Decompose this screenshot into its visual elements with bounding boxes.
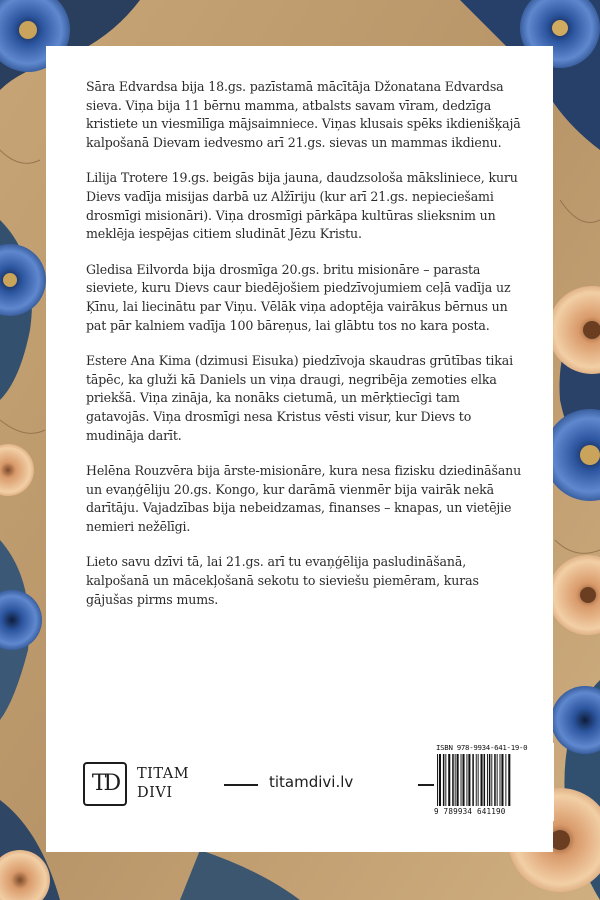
barcode-bar bbox=[505, 754, 506, 806]
barcode-bar bbox=[445, 754, 446, 806]
barcode-bar bbox=[457, 754, 459, 806]
publisher-name-line1: TITAM bbox=[137, 766, 190, 782]
barcode-bar bbox=[443, 754, 445, 806]
publisher-name-line2: DIVI bbox=[137, 785, 173, 801]
barcode-bars bbox=[436, 754, 552, 806]
paragraph-closing: Lieto savu dzīvi tā, lai 21.gs. arī tu evaņģēlija pasludināšanā, kalpošanā un mācekļošanā sekotu to sieviešu piemēram, kuras gājušas pirms mums. bbox=[86, 554, 479, 607]
paragraph-helena: Helēna Rouzvēra bija ārste-misionāre, kura nesa fizisku dziedināšanu un evaņģēliju 20.gs. Kongo, kur darāmā vienmēr bija vairāk nekā darītāju. Vajadzības bija nebeidzamas, finanses – knapas, un vietējie nemieri nežēlīgi. bbox=[86, 463, 522, 534]
barcode-bar bbox=[484, 754, 486, 806]
barcode-bar bbox=[461, 754, 462, 806]
paragraph-gledisa: Gledisa Eilvorda bija drosmīga 20.gs. britu misionāre – parasta sieviete, kuru Dievs caur biedējošiem piedzīvojumiem ceļā vadīja uz Ķīnu, lai liecinātu par Viņu. Vēlāk viņa adoptēja vairākus bērnus un pat pār kalniem vadīja 100 bāreņus, lai glābtu tos no kara posta. bbox=[86, 261, 511, 333]
barcode-bar bbox=[487, 754, 488, 806]
publisher-website: titamdivi.lv bbox=[269, 773, 354, 791]
barcode-bar bbox=[472, 754, 474, 806]
barcode-bar bbox=[452, 754, 454, 806]
barcode-bar bbox=[508, 754, 510, 806]
barcode-bar bbox=[491, 754, 492, 806]
barcode-bar bbox=[501, 754, 503, 806]
barcode-bar bbox=[439, 754, 441, 806]
divider-dash-left bbox=[224, 784, 258, 786]
barcode-bar bbox=[489, 754, 491, 806]
publisher-footer bbox=[83, 743, 528, 826]
barcode-bar bbox=[462, 754, 464, 806]
barcode-digits: 9 789934 641190 bbox=[434, 807, 506, 816]
back-cover-panel bbox=[46, 46, 553, 852]
barcode-bar bbox=[481, 754, 483, 806]
barcode-bar bbox=[500, 754, 501, 806]
paragraph-sara: Sāra Edvardsa bija 18.gs. pazīstamā mācītāja Džonatana Edvardsa sieva. Viņa bija 11 bērnu mamma, atbalsts savam vīram, dedzīga kristiete un viesmīlīga mājsaimniece. Viņas klusais spēks ikdienišķajā kalpošanā Dievam iedvesmo arī 21.gs. sievas un mammas ikdienu. bbox=[86, 79, 521, 150]
paragraph-estere: Estere Ana Kima (dzimusi Eisuka) piedzīvoja skaudras grūtības tikai tāpēc, ka gluži kā Daniels un viņa draugi, negribēja zemoties elka priekšā. Viņa zināja, ka nonāks cietumā, un mērķtiecīgi tam gatavojās. Viņa drosmīgi nesa Kristus vēsti visur, kur Dievs to mudināja darīt. bbox=[86, 353, 513, 443]
barcode-bar bbox=[494, 754, 496, 806]
publisher-logo-icon: TD bbox=[83, 762, 127, 806]
description-text bbox=[86, 78, 526, 626]
barcode-bar bbox=[455, 754, 456, 806]
barcode-bar bbox=[497, 754, 498, 806]
isbn-barcode bbox=[434, 743, 554, 821]
barcode-bar bbox=[448, 754, 450, 806]
barcode-bar bbox=[466, 754, 467, 806]
barcode-bar bbox=[476, 754, 477, 806]
barcode-bar bbox=[437, 754, 438, 806]
barcode-bar bbox=[468, 754, 470, 806]
barcode-bar bbox=[478, 754, 479, 806]
isbn-label: ISBN 978-9934-641-19-0 bbox=[436, 743, 528, 752]
paragraph-lilija: Lilija Trotere 19.gs. beigās bija jauna, daudzsološa māksliniece, kuru Dievs vadīja misijas darbā uz Alžīriju (kur arī 21.gs. nepieciešami drosmīgi misionāri). Viņa drosmīgi pārkāpa kultūras slieksnim un meklēja iespējas citiem sludināt Jēzu Kristu. bbox=[86, 170, 518, 242]
